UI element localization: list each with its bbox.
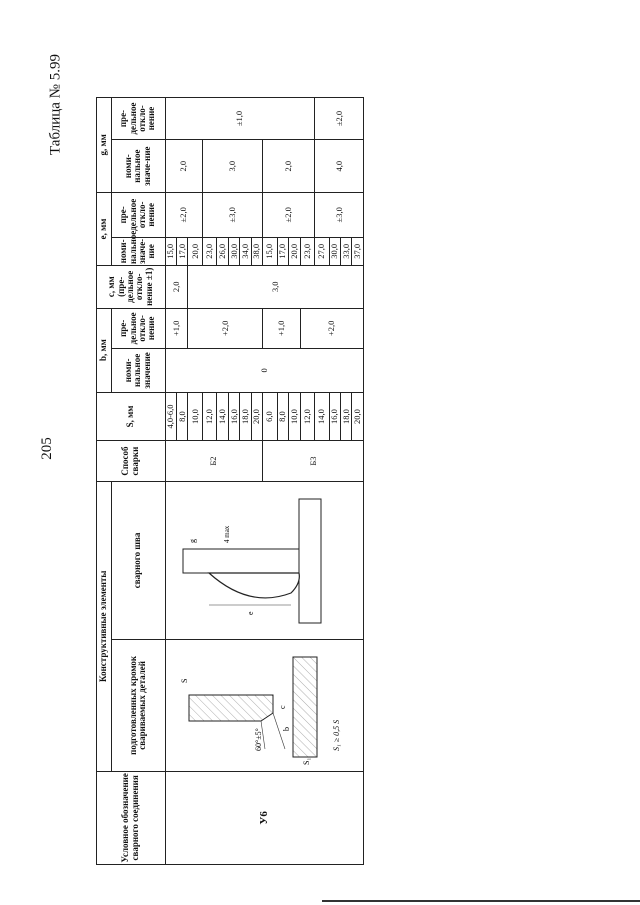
header-b: b, мм [97, 308, 112, 392]
header-c: c, мм (пре-дельное откло-нение ±1) [97, 266, 166, 309]
weld-vertical-plate [183, 549, 299, 573]
e-value: 33,0 [341, 237, 352, 265]
method-b3: Б3 [263, 441, 364, 482]
g-nom-value: 3,0 [202, 140, 262, 193]
s-value: 14,0 [315, 392, 330, 441]
e-value: 38,0 [251, 237, 262, 265]
header-e-dev: пре-дельное откло-нение [111, 193, 165, 238]
b-dev-value: +1,0 [263, 308, 300, 349]
table-title: Таблица № 5.99 [47, 54, 64, 155]
beveled-plate [189, 695, 273, 721]
e-value: 23,0 [202, 237, 217, 265]
e-value: 37,0 [352, 237, 364, 265]
s-value: 4,0-6,0 [165, 392, 176, 441]
bottom-plate [293, 657, 317, 757]
s-value: 16,0 [228, 392, 239, 441]
weld-spec-table [96, 50, 364, 865]
s-value: 14,0 [217, 392, 228, 441]
s-label: S [180, 678, 190, 683]
s-value: 10,0 [289, 392, 300, 441]
e-value: 17,0 [176, 237, 187, 265]
header-g-nom: номи-нальное значе-ние [111, 140, 165, 193]
e-dev-value: ±2,0 [165, 193, 202, 238]
e-dev-value: ±3,0 [315, 193, 364, 238]
header-s: S, мм [97, 392, 166, 441]
s1-label: S₁ [302, 757, 312, 765]
e-value: 34,0 [240, 237, 251, 265]
header-designation: Условное обозначение сварного соединения [97, 771, 166, 864]
s-value: 20,0 [251, 392, 262, 441]
s-value: 18,0 [240, 392, 251, 441]
bottom-rule [322, 900, 640, 902]
weld-bottom-plate [299, 499, 321, 623]
b-dev-value: +2,0 [188, 308, 263, 349]
g-label: g [188, 538, 198, 543]
header-construct: Конструктивные элементы [97, 481, 112, 771]
header-e: e, мм [97, 193, 112, 266]
s-value: 18,0 [341, 392, 352, 441]
header-weld: сварного шва [111, 481, 165, 639]
header-b-dev: пре-дельное откло-нение [111, 308, 165, 349]
s-value: 12,0 [202, 392, 217, 441]
e-value: 20,0 [289, 237, 300, 265]
weld-bead [209, 573, 299, 598]
e-value: 30,0 [329, 237, 340, 265]
g-nom-value: 2,0 [165, 140, 202, 193]
e-label: e [246, 611, 256, 615]
g-dev-value: ±1,0 [165, 97, 315, 140]
method-b2: Б2 [165, 441, 263, 482]
weld-drawing [165, 481, 363, 639]
g-nom-value: 4,0 [315, 140, 364, 193]
s-value: 12,0 [300, 392, 315, 441]
page-number: 205 [38, 437, 55, 460]
edges-drawing-svg [169, 641, 359, 771]
designation-value: У6 [165, 771, 363, 864]
header-g: g, мм [97, 97, 112, 192]
e-value: 17,0 [277, 237, 288, 265]
formula-label: S₁ ≥ 0,5 S [332, 719, 342, 751]
e-value: 27,0 [315, 237, 330, 265]
b-dev-value: +1,0 [165, 308, 188, 349]
e-value: 30,0 [228, 237, 239, 265]
c-value: 3,0 [188, 266, 364, 309]
e-value: 26,0 [217, 237, 228, 265]
s-value: 20,0 [352, 392, 364, 441]
s-value: 8,0 [176, 392, 187, 441]
c-label: c [278, 705, 288, 709]
edges-drawing [165, 639, 363, 771]
header-method: Способ сварки [97, 441, 166, 482]
s-value: 10,0 [188, 392, 203, 441]
header-g-dev: пре-дельное откло-нение [111, 97, 165, 140]
c-value: 2,0 [165, 266, 188, 309]
header-b-nom: номи-нальное значение [111, 349, 165, 393]
e-value: 15,0 [165, 237, 176, 265]
e-value: 23,0 [300, 237, 315, 265]
s-value: 6,0 [263, 392, 278, 441]
b-dev-value: +2,0 [300, 308, 363, 349]
e-value: 20,0 [188, 237, 203, 265]
b-nom-value: 0 [165, 349, 363, 393]
weld-drawing-svg [169, 483, 359, 639]
g-nom-value: 2,0 [263, 140, 315, 193]
e-dev-value: ±3,0 [202, 193, 262, 238]
header-edges: подготовленных кромок свариваемых деталей [111, 639, 165, 771]
b-label: b [282, 726, 292, 731]
e-dev-value: ±2,0 [263, 193, 315, 238]
s-value: 8,0 [277, 392, 288, 441]
rotated-table-container [96, 50, 364, 865]
s-value: 16,0 [329, 392, 340, 441]
e-value: 15,0 [263, 237, 278, 265]
g-dev-value: ±2,0 [315, 97, 364, 140]
angle-label: 60°±5° [254, 727, 264, 751]
weld-mark-label: 4 max [223, 525, 232, 543]
header-e-nom: номи-нальное значе-ние [111, 237, 165, 265]
